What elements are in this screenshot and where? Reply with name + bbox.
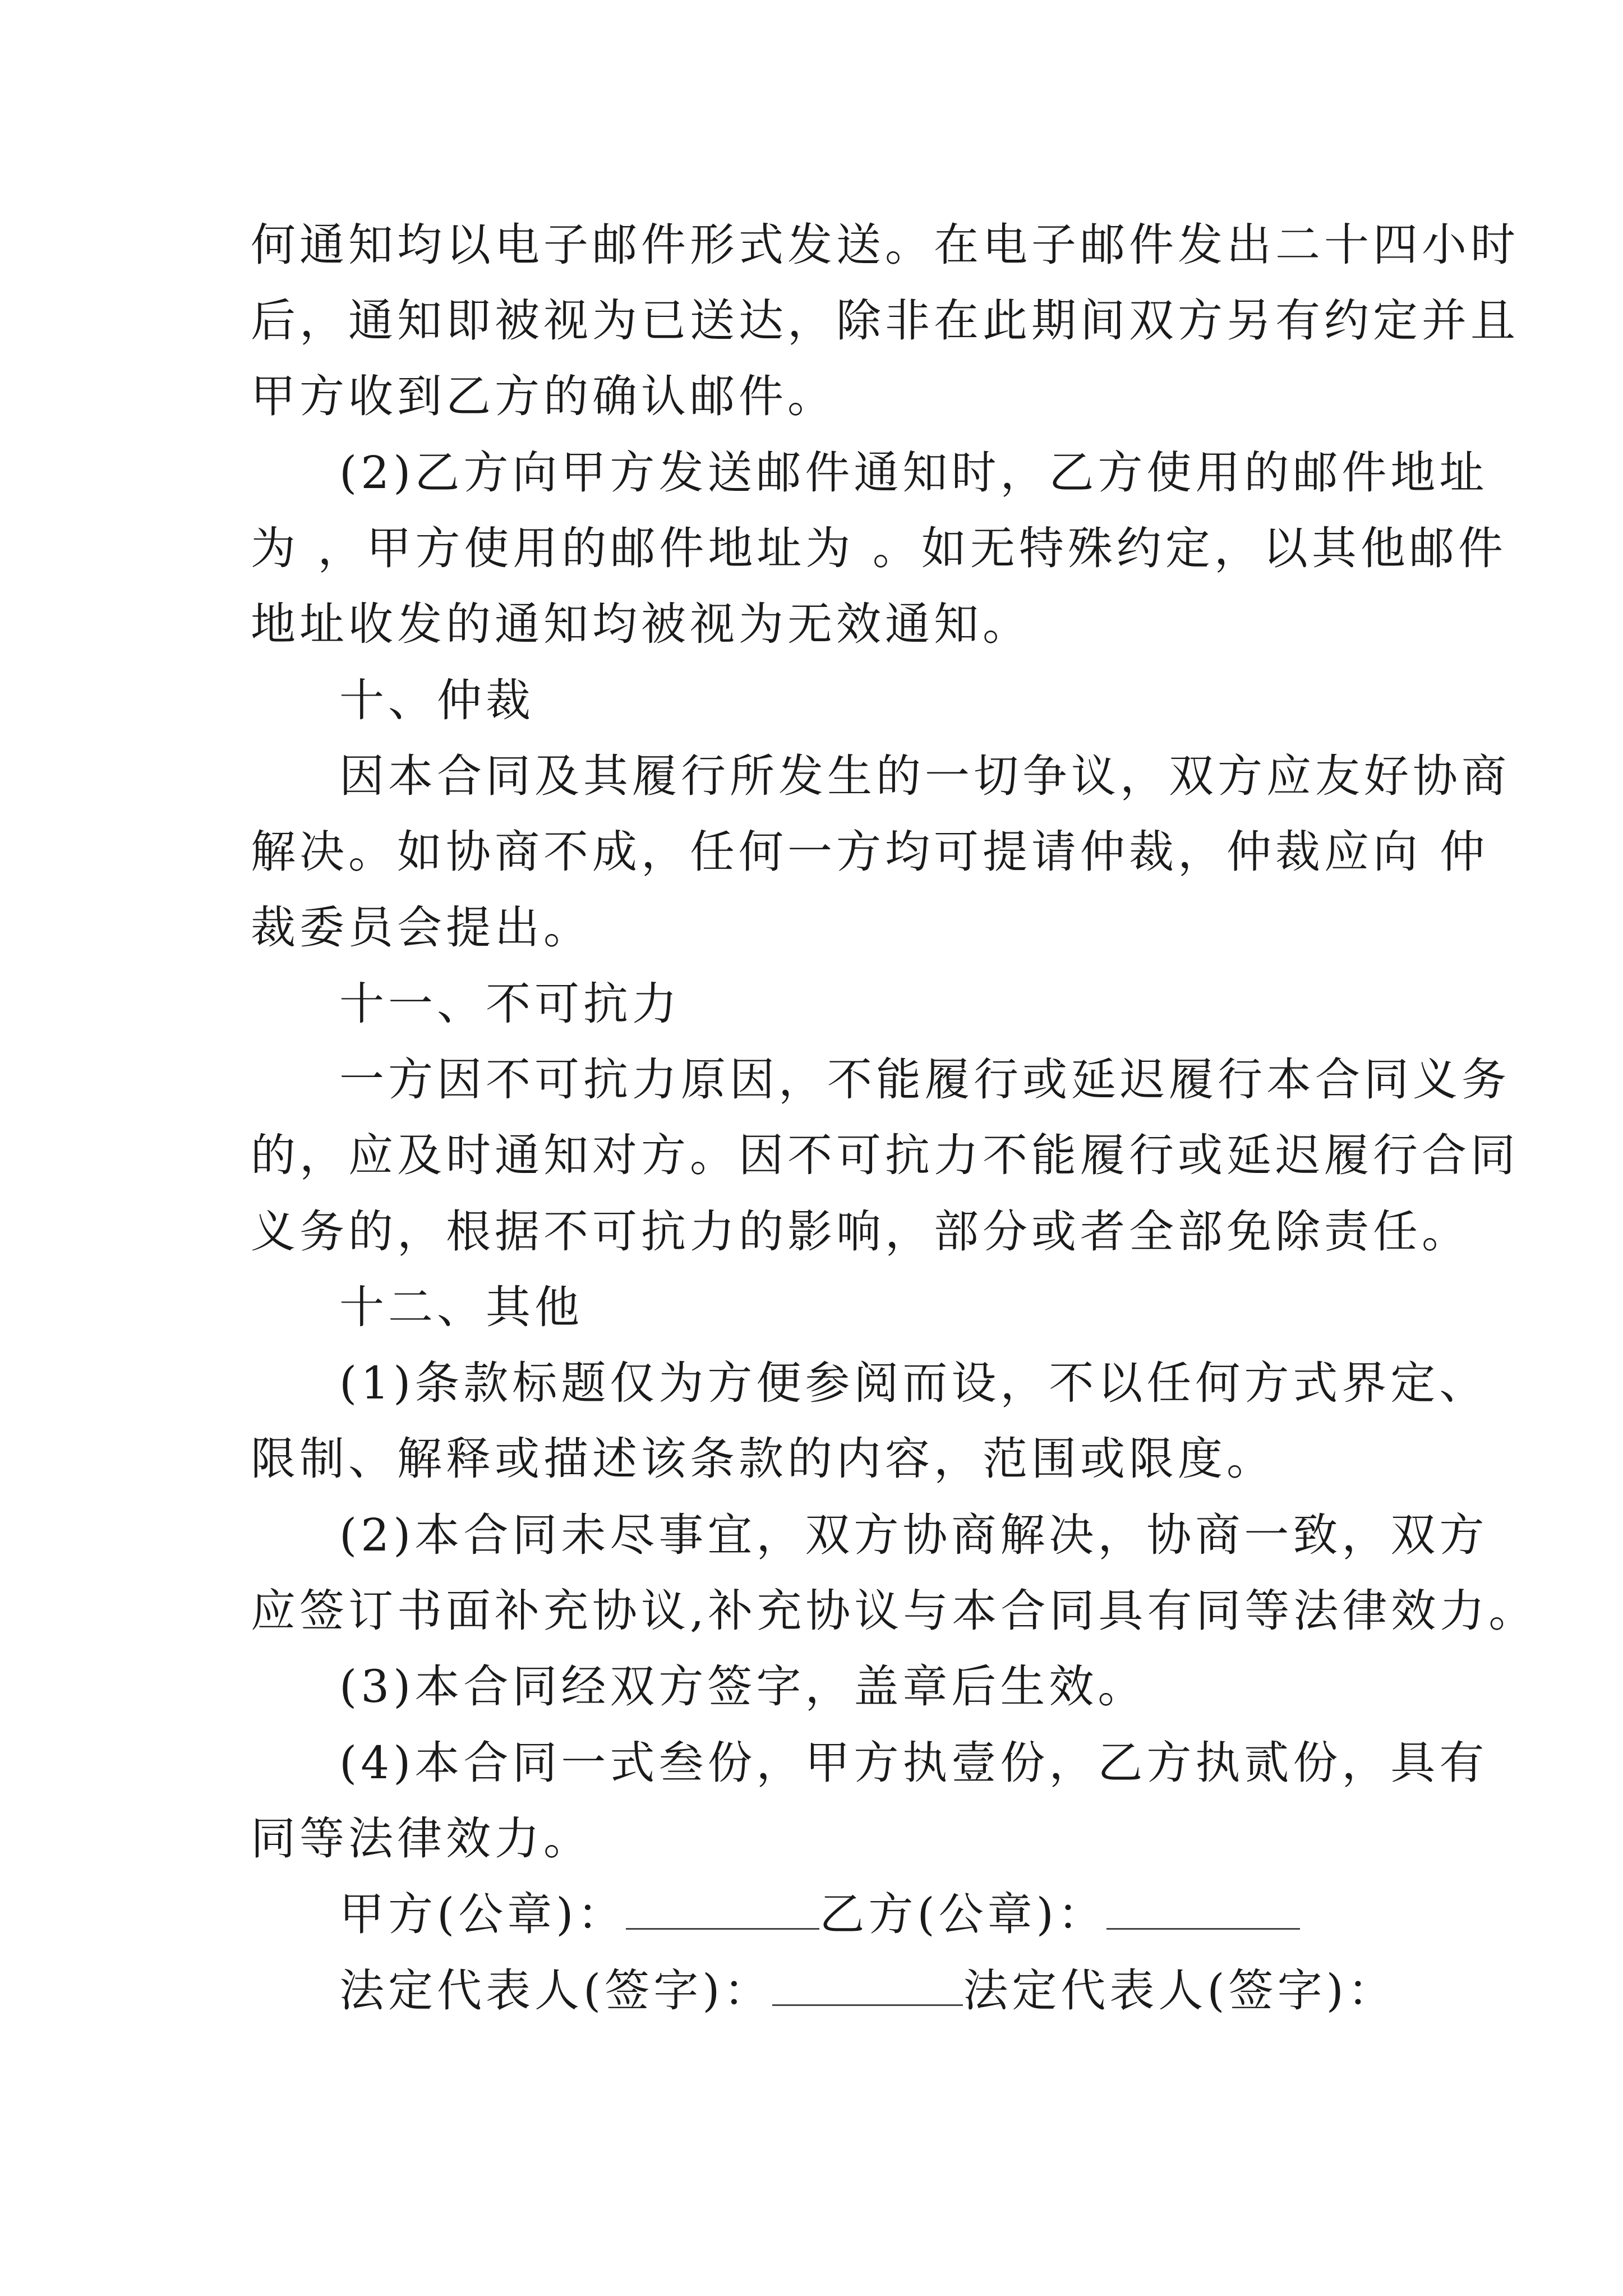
rep-a-label: 法定代表人(签字)： — [339, 1964, 773, 2017]
paragraph-line: (1)条款标题仅为方便参阅而设，不以任何方式界定、 — [339, 1357, 1488, 1409]
party-b-seal-label: 乙方(公章)： — [819, 1888, 1106, 1940]
paragraph-line: (2)本合同未尽事宜，双方协商解决，协商一致，双方 — [339, 1509, 1488, 1561]
paragraph-line: (4)本合同一式叁份，甲方执壹份，乙方执贰份，具有 — [339, 1737, 1488, 1789]
paragraph-line: 裁委员会提出。 — [251, 901, 592, 954]
seal-signature-line — [339, 1887, 1405, 1948]
paragraph-line: (2)乙方向甲方发送邮件通知时，乙方使用的邮件地址 — [339, 447, 1488, 499]
paragraph-line: 的，应及时通知对方。因不可抗力不能履行或延迟履行合同 — [251, 1129, 1519, 1181]
paragraph-line: 限制、解释或描述该条款的内容，范围或限度。 — [251, 1433, 1275, 1485]
paragraph-line: 解决。如协商不成，任何一方均可提请仲裁，仲裁应向 仲 — [251, 826, 1489, 878]
paragraph-line: (3)本合同经双方签字，盖章后生效。 — [339, 1660, 1147, 1713]
party-b-seal-blank — [1106, 1889, 1300, 1930]
party-a-seal-label: 甲方(公章)： — [339, 1888, 626, 1940]
rep-a-blank — [772, 1965, 963, 2006]
section-heading: 十二、其他 — [339, 1281, 583, 1333]
paragraph-line: 应签订书面补充协议,补充协议与本合同具有同等法律效力。 — [251, 1585, 1538, 1637]
section-heading: 十、仲裁 — [339, 674, 534, 726]
paragraph-line: 为 ，甲方使用的邮件地址为 。如无特殊约定，以其他邮件 — [251, 522, 1507, 574]
paragraph-line: 何通知均以电子邮件形式发送。在电子邮件发出二十四小时 — [251, 219, 1519, 271]
paragraph-line: 地址收发的通知均被视为无效通知。 — [251, 598, 1031, 650]
paragraph-line: 一方因不可抗力原因，不能履行或延迟履行本合同义务 — [339, 1053, 1510, 1106]
paragraph-line: 因本合同及其履行所发生的一切争议，双方应友好协商 — [339, 750, 1510, 802]
paragraph-line: 义务的，根据不可抗力的影响，部分或者全部免除责任。 — [251, 1205, 1470, 1258]
paragraph-line: 甲方收到乙方的确认邮件。 — [251, 370, 836, 422]
paragraph-line: 同等法律效力。 — [251, 1812, 592, 1865]
paragraph-line: 后，通知即被视为已送达，除非在此期间双方另有约定并且 — [251, 295, 1519, 347]
rep-b-label: 法定代表人(签字)： — [963, 1964, 1396, 2017]
party-a-seal-blank — [626, 1889, 819, 1930]
representative-signature-line — [339, 1963, 1405, 2024]
section-heading: 十一、不可抗力 — [339, 978, 681, 1030]
